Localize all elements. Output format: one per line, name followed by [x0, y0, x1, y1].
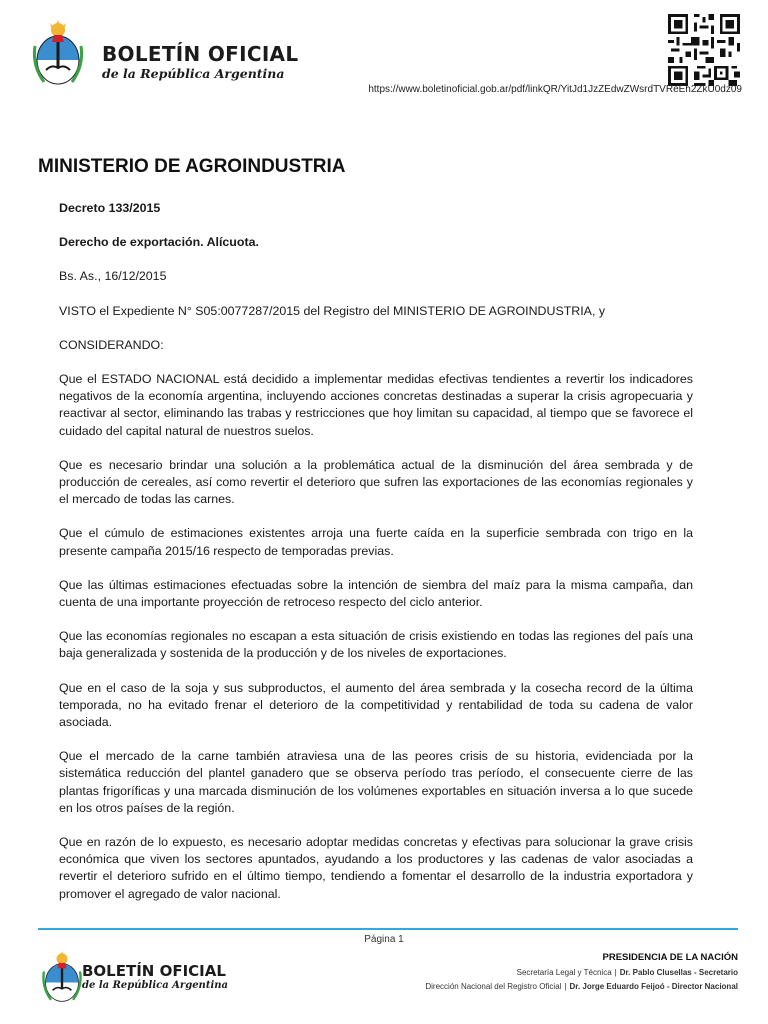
- decree-subject: Derecho de exportación. Alícuota.: [59, 235, 259, 250]
- footer-logo: [36, 944, 236, 1008]
- secretaria-name: Secretaría Legal y Técnica: [516, 968, 612, 977]
- national-emblem-icon: [30, 20, 86, 86]
- director-name: Dr. Jorge Eduardo Feijoó - Director Nacional: [569, 982, 738, 991]
- ministry-heading: MINISTERIO DE AGROINDUSTRIA: [38, 156, 346, 177]
- brand-title: BOLETÍN OFICIAL: [102, 42, 299, 66]
- body-paragraph: Que el cúmulo de estimaciones existentes arroja una fuerte caída en la superficie sembrada con trigo en la presente campaña 2015/16 respecto de temporadas previas.: [59, 526, 693, 558]
- decree-number: Decreto 133/2015: [59, 201, 161, 215]
- considerando-heading: CONSIDERANDO:: [59, 337, 164, 352]
- body-paragraph: Que es necesario brindar una solución a la problemática actual de la disminución del área sembrada y de producción de cereales, así como revertir el deterioro que sufren las exportaciones de las economías regionales y el mercado de todas las carnes.: [59, 457, 693, 507]
- footer-divider: [38, 928, 738, 930]
- document-url-link[interactable]: https://www.boletinoficial.gob.ar/pdf/linkQR/YitJd1JzZEdwZWsrdTVReEh2ZkU0dz09: [368, 84, 742, 95]
- separator: |: [564, 982, 567, 991]
- separator: |: [614, 968, 617, 977]
- body-paragraph: Que en razón de lo expuesto, es necesario adoptar medidas concretas y efectivas para solucionar la grave crisis económica que viven los sectores apuntados, ayudando a los productores y las cadenas de valor asociadas a revertir el deterioro sufrido en el último tiempo, tendiendo a fomentar el desarrollo de la industria exportadora y promover el agregado de valor nacional.: [59, 835, 693, 901]
- presidency-label: PRESIDENCIA DE LA NACIÓN: [602, 952, 738, 963]
- body-paragraph: Que el mercado de la carne también atraviesa una de las peores crisis de su historia, evidenciada por la sistemática reducción del plantel ganadero que se observa período tras período, el consecuente cierre de las plantas frigoríficas y una marcada disminución de los volúmenes exportables en situación inversa a lo que sucede en los otros países de la región.: [59, 749, 693, 815]
- qr-code-icon[interactable]: [668, 14, 740, 86]
- direccion-line: [425, 982, 738, 991]
- secretaria-line: [517, 968, 738, 977]
- header-logo: [24, 14, 299, 88]
- body-paragraph: Que el ESTADO NACIONAL está decidido a implementar medidas efectivas tendientes a revertir los indicadores negativos de la economía argentina, incluyendo acciones concretas destinadas a superar la crisis agropecuaria y reactivar al sector, eliminando las trabas y restricciones que hoy limitan su capacidad, al tiempo que se favorece el cuidado del capital natural de nuestros suelos.: [59, 372, 693, 438]
- document-body: [59, 200, 693, 903]
- national-emblem-icon: [40, 950, 84, 1004]
- place-date: Bs. As., 16/12/2015: [59, 269, 167, 284]
- body-paragraph: Que las últimas estimaciones efectuadas sobre la intención de siembra del maíz para la misma campaña, dan cuenta de una importante proyección de retroceso respecto del ciclo anterior.: [59, 577, 693, 610]
- body-paragraph: Que en el caso de la soja y sus subproductos, el aumento del área sembrada y la cosecha record de la última temporada, no ha evitado frenar el deterioro de la competitividad y rentabilidad de toda su cadena de valor asociada.: [59, 680, 693, 730]
- body-paragraph: Que las economías regionales no escapan a esta situación de crisis existiendo en todas las regiones del país una baja generalizada y sostenida de la producción y de los niveles de exportaciones.: [59, 629, 693, 661]
- page-number: Página 1: [364, 934, 404, 945]
- visto-paragraph: VISTO el Expediente N° S05:0077287/2015 del Registro del MINISTERIO DE AGROINDUSTRIA, y: [59, 303, 606, 318]
- brand-subtitle: de la República Argentina: [102, 66, 285, 81]
- footer-brand-title: BOLETÍN OFICIAL: [82, 962, 226, 980]
- secretario-name: Dr. Pablo Clusellas - Secretario: [619, 968, 738, 977]
- footer-brand-subtitle: de la República Argentina: [82, 980, 228, 991]
- direccion-name: Dirección Nacional del Registro Oficial: [425, 982, 562, 991]
